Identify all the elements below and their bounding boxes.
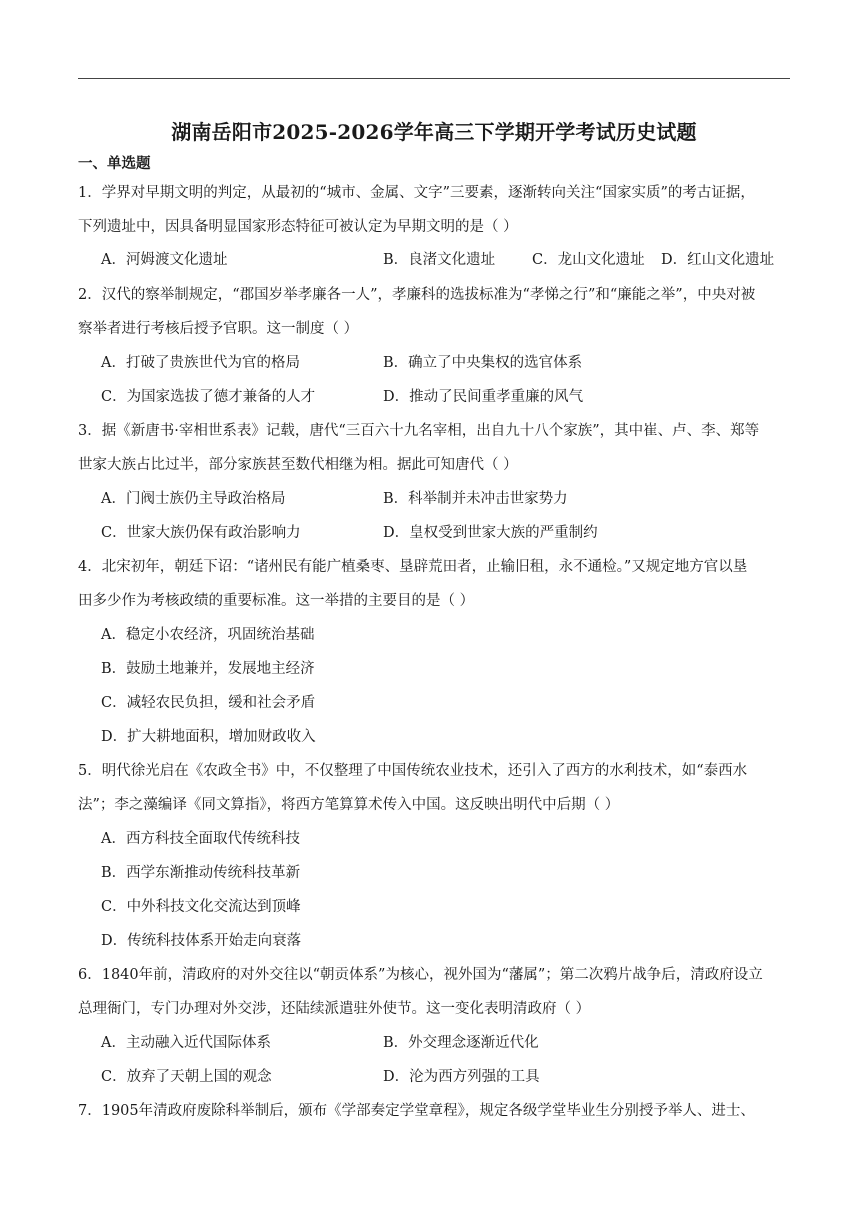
question-3-option-a[interactable]: A．门阀士族仍主导政治格局: [101, 491, 286, 507]
question-6-line-2: 总理衙门，专门办理对外交涉，还陆续派遣驻外使节。这一变化表明清政府（ ）: [78, 1001, 591, 1017]
section-heading: 一、单选题: [78, 155, 151, 172]
question-2-option-d[interactable]: D．推动了民间重孝重廉的风气: [383, 389, 584, 405]
question-6-line-1: 6．1840年前，清政府的对外交往以“朝贡体系”为核心，视外国为“藩属”；第二次鸦片战争后，清政府设立: [78, 967, 763, 983]
question-5-line-2: 法”；李之藻编译《同文算指》，将西方笔算算术传入中国。这反映出明代中后期（ ）: [78, 797, 620, 813]
question-5-option-d[interactable]: D．传统科技体系开始走向衰落: [101, 933, 302, 949]
question-3-option-d[interactable]: D．皇权受到世家大族的严重制约: [383, 525, 598, 541]
question-1-option-a[interactable]: A．河姆渡文化遗址: [101, 252, 228, 268]
question-4-option-d[interactable]: D．扩大耕地面积，增加财政收入: [101, 729, 316, 745]
question-7-line-1: 7．1905年清政府废除科举制后，颁布《学部奏定学堂章程》，规定各级学堂毕业生分别授予举人、进士、: [78, 1103, 755, 1119]
question-5-option-c[interactable]: C．中外科技文化交流达到顶峰: [101, 899, 301, 915]
question-3-option-c[interactable]: C．世家大族仍保有政治影响力: [101, 525, 301, 541]
question-1-line-2: 下列遗址中，因具备明显国家形态特征可被认定为早期文明的是（ ）: [78, 219, 518, 235]
question-4-option-c[interactable]: C．减轻农民负担，缓和社会矛盾: [101, 695, 316, 711]
question-6-option-d[interactable]: D．沦为西方列强的工具: [383, 1069, 540, 1085]
question-2-option-a[interactable]: A．打破了贵族世代为官的格局: [101, 355, 300, 371]
question-3-line-2: 世家大族占比过半，部分家族甚至数代相继为相。据此可知唐代（ ）: [78, 457, 518, 473]
question-5-line-1: 5．明代徐光启在《农政全书》中，不仅整理了中国传统农业技术，还引入了西方的水利技术，如“泰西水: [78, 763, 748, 779]
question-6-option-a[interactable]: A．主动融入近代国际体系: [101, 1035, 271, 1051]
question-1-option-b[interactable]: B．良渚文化遗址: [383, 252, 496, 268]
question-1-line-1: 1．学界对早期文明的判定，从最初的“城市、金属、文字”三要素，逐渐转向关注“国家实质”的考古证据，: [78, 185, 755, 201]
question-3-option-b[interactable]: B．科举制并未冲击世家势力: [383, 491, 568, 507]
question-4-option-a[interactable]: A．稳定小农经济，巩固统治基础: [101, 627, 315, 643]
question-2-line-1: 2．汉代的察举制规定，“郡国岁举孝廉各一人”，孝廉科的选拔标准为“孝悌之行”和“廉能之举”，中央对被: [78, 287, 756, 303]
question-2-option-b[interactable]: B．确立了中央集权的选官体系: [383, 355, 583, 371]
question-5-option-b[interactable]: B．西学东渐推动传统科技革新: [101, 865, 301, 881]
question-4-line-2: 田多少作为考核政绩的重要标准。这一举措的主要目的是（ ）: [78, 593, 475, 609]
question-3-line-1: 3．据《新唐书·宰相世系表》记载，唐代“三百六十九名宰相，出自九十八个家族”，其中崔、卢、李、郑等: [78, 423, 760, 439]
question-2-option-c[interactable]: C．为国家选拔了德才兼备的人才: [101, 389, 316, 405]
question-6-option-b[interactable]: B．外交理念逐渐近代化: [383, 1035, 539, 1051]
question-5-option-a[interactable]: A．西方科技全面取代传统科技: [101, 831, 300, 847]
question-4-option-b[interactable]: B．鼓励土地兼并，发展地主经济: [101, 661, 315, 677]
question-1-option-c[interactable]: C．龙山文化遗址: [532, 252, 645, 268]
question-4-line-1: 4．北宋初年，朝廷下诏：“诸州民有能广植桑枣、垦辟荒田者，止输旧租，永不通检。”又规定地方官以垦: [78, 559, 748, 575]
question-1-option-d[interactable]: D．红山文化遗址: [661, 252, 775, 268]
question-2-line-2: 察举者进行考核后授予官职。这一制度（ ）: [78, 321, 359, 337]
question-6-option-c[interactable]: C．放弃了天朝上国的观念: [101, 1069, 272, 1085]
page-title: 湖南岳阳市2025-2026学年高三下学期开学考试历史试题: [171, 120, 697, 144]
header-rule: [78, 78, 790, 79]
